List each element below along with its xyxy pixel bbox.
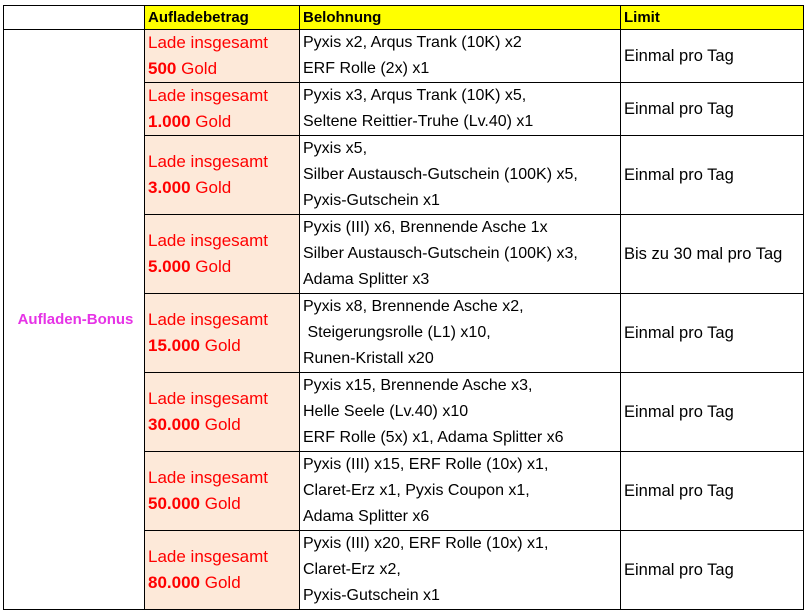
amount-cell (145, 215, 300, 294)
reward-cell (300, 83, 621, 136)
header-limit: Limit (621, 6, 804, 30)
amount-value: 1.000 (148, 112, 191, 131)
header-reward: Belohnung (300, 6, 621, 30)
amount-value-line (148, 570, 299, 596)
amount-value: 80.000 (148, 573, 200, 592)
limit-cell: Einmal pro Tag (621, 30, 804, 83)
reward-line: Pyxis x15, Brennende Asche x3, (303, 377, 533, 394)
amount-cell (145, 452, 300, 531)
reward-line: Pyxis x2, Arqus Trank (10K) x2 (303, 34, 522, 51)
limit-cell: Einmal pro Tag (621, 136, 804, 215)
amount-value-line (148, 254, 299, 280)
amount-cell (145, 136, 300, 215)
reward-line: Seltene Reittier-Truhe (Lv.40) x1 (303, 113, 534, 130)
amount-unit: Gold (204, 494, 241, 513)
amount-value-line (148, 56, 299, 82)
reward-line: Pyxis-Gutschein x1 (303, 192, 440, 209)
header-amount: Aufladebetrag (145, 6, 300, 30)
limit-cell: Einmal pro Tag (621, 83, 804, 136)
reward-line: Pyxis (III) x15, ERF Rolle (10x) x1, (303, 456, 549, 473)
amount-prefix: Lade insgesamt (148, 86, 269, 105)
reward-line: Claret-Erz x1, Pyxis Coupon x1, (303, 482, 530, 499)
header-row (4, 6, 804, 30)
reward-cell (300, 215, 621, 294)
amount-value: 5.000 (148, 257, 191, 276)
reward-line: Pyxis (III) x6, Brennende Asche 1x (303, 219, 548, 236)
amount-value: 500 (148, 59, 177, 78)
amount-value-line (148, 175, 299, 201)
reward-cell (300, 531, 621, 610)
reward-cell (300, 452, 621, 531)
amount-value-line (148, 491, 299, 517)
reward-cell (300, 136, 621, 215)
reward-line: Pyxis x5, (303, 140, 368, 157)
amount-unit: Gold (181, 59, 218, 78)
reward-line: Pyxis (III) x20, ERF Rolle (10x) x1, (303, 535, 549, 552)
reward-line: ERF Rolle (2x) x1 (303, 60, 430, 77)
amount-prefix: Lade insgesamt (148, 389, 269, 408)
amount-value-line (148, 412, 299, 438)
amount-value: 15.000 (148, 336, 200, 355)
reward-line: Pyxis x3, Arqus Trank (10K) x5, (303, 87, 527, 104)
amount-prefix: Lade insgesamt (148, 547, 269, 566)
reward-cell (300, 294, 621, 373)
reward-line: Adama Splitter x6 (303, 508, 430, 525)
amount-value: 30.000 (148, 415, 200, 434)
amount-unit: Gold (204, 415, 241, 434)
amount-unit: Gold (195, 257, 232, 276)
reward-cell (300, 373, 621, 452)
table-body (4, 30, 804, 610)
amount-unit: Gold (204, 336, 241, 355)
amount-prefix: Lade insgesamt (148, 468, 269, 487)
table-row (4, 30, 804, 83)
amount-cell (145, 531, 300, 610)
amount-value: 3.000 (148, 178, 191, 197)
amount-prefix: Lade insgesamt (148, 152, 269, 171)
amount-cell (145, 373, 300, 452)
reward-line: Helle Seele (Lv.40) x10 (303, 403, 469, 420)
reward-line: Adama Splitter x3 (303, 271, 430, 288)
amount-unit: Gold (195, 112, 232, 131)
limit-cell: Einmal pro Tag (621, 452, 804, 531)
amount-value-line (148, 109, 299, 135)
amount-cell (145, 30, 300, 83)
reward-cell (300, 30, 621, 83)
reward-line: Steigerungsrolle (L1) x10, (303, 324, 491, 341)
header-blank-cell (4, 6, 145, 30)
category-label: Aufladen-Bonus (4, 30, 145, 610)
amount-value: 50.000 (148, 494, 200, 513)
reward-line: Pyxis-Gutschein x1 (303, 587, 440, 604)
reward-line: Silber Austausch-Gutschein (100K) x5, (303, 166, 578, 183)
amount-prefix: Lade insgesamt (148, 310, 269, 329)
amount-cell (145, 83, 300, 136)
reward-line: Pyxis x8, Brennende Asche x2, (303, 298, 524, 315)
limit-cell: Bis zu 30 mal pro Tag (621, 215, 804, 294)
amount-unit: Gold (204, 573, 241, 592)
limit-cell: Einmal pro Tag (621, 531, 804, 610)
reward-line: Claret-Erz x2, (303, 561, 401, 578)
limit-cell: Einmal pro Tag (621, 294, 804, 373)
limit-cell: Einmal pro Tag (621, 373, 804, 452)
amount-prefix: Lade insgesamt (148, 231, 269, 250)
amount-cell (145, 294, 300, 373)
amount-value-line (148, 333, 299, 359)
amount-prefix: Lade insgesamt (148, 33, 269, 52)
recharge-bonus-table (3, 5, 804, 610)
amount-unit: Gold (195, 178, 232, 197)
reward-line: ERF Rolle (5x) x1, Adama Splitter x6 (303, 429, 564, 446)
reward-line: Runen-Kristall x20 (303, 350, 434, 367)
reward-line: Silber Austausch-Gutschein (100K) x3, (303, 245, 578, 262)
